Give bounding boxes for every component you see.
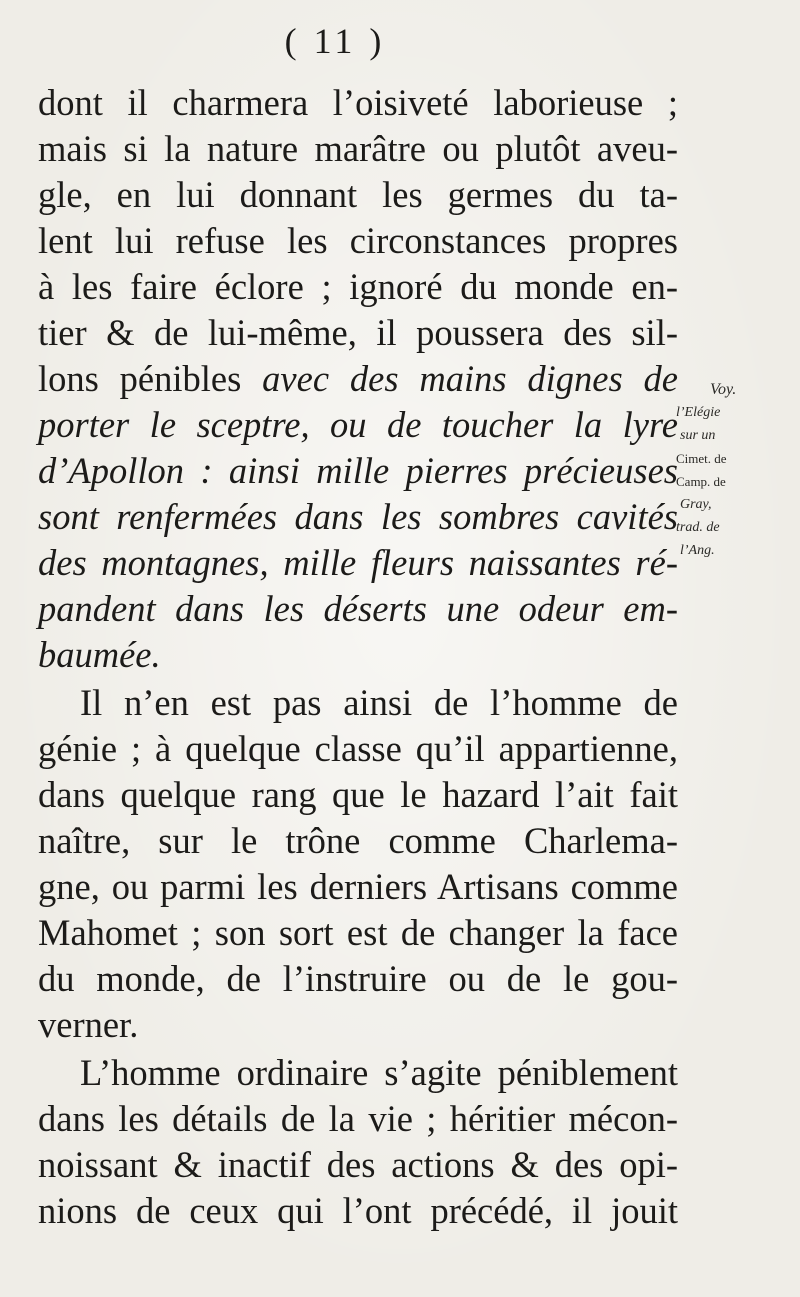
margin-note-line: sur un (680, 428, 716, 443)
text-line: mais si la nature marâtre ou plutôt aveu- (38, 128, 678, 169)
text-line: gle, en lui donnant les germes du ta- (38, 174, 678, 215)
text-line: des montagnes, mille fleurs naissantes ré- (38, 542, 678, 583)
text-line: pandent dans les déserts une odeur em- (38, 588, 678, 629)
text-line: nions de ceux qui l’ont précédé, il jouit (38, 1190, 678, 1231)
margin-note-line: l’Ang. (680, 543, 715, 558)
page-number: ( 11 ) (284, 21, 386, 61)
roman-text: lons pénibles (38, 358, 263, 399)
text-line: baumée. (38, 634, 161, 675)
text-line: tier & de lui-même, il poussera des sil- (38, 312, 678, 353)
text-line: génie ; à quelque classe qu’il appartienne, (38, 728, 678, 769)
margin-note-line: trad. de (676, 520, 720, 535)
text-line: gne, ou parmi les derniers Artisans comme (38, 866, 678, 907)
text-line: Il n’en est pas ainsi de l’homme de (80, 682, 678, 723)
text-line: lent lui refuse les circonstances propres (38, 220, 678, 261)
text-line: L’homme ordinaire s’agite péniblement (80, 1052, 678, 1093)
text-line: verner. (38, 1004, 139, 1045)
text-line: noissant & inactif des actions & des opi- (38, 1144, 678, 1185)
text-line: du monde, de l’instruire ou de le gou- (38, 958, 678, 999)
margin-note (676, 378, 796, 562)
text-line: d’Apollon : ainsi mille pierres précieuses (38, 450, 678, 491)
italic-text: avec des mains dignes de (262, 358, 678, 399)
text-line: à les faire éclore ; ignoré du monde en- (38, 266, 678, 307)
text-line-mixed (38, 356, 678, 402)
text-line: sont renfermées dans les sombres cavités (38, 496, 678, 537)
text-line: porter le sceptre, ou de toucher la lyre (38, 404, 678, 445)
text-line: dans les détails de la vie ; héritier mécon- (38, 1098, 678, 1139)
text-line: dans quelque rang que le hazard l’ait fait (38, 774, 678, 815)
text-line: dont il charmera l’oisiveté laborieuse ; (38, 82, 678, 123)
text-line: Mahomet ; son sort est de changer la face (38, 912, 678, 953)
margin-note-line: Cimet. de (676, 451, 727, 466)
margin-note-line: l’Elégie (676, 405, 721, 420)
margin-note-line: Gray, (680, 497, 712, 512)
margin-note-line: Camp. de (676, 474, 726, 489)
text-line: naître, sur le trône comme Charlema- (38, 820, 678, 861)
margin-note-line: Voy. (710, 381, 737, 398)
